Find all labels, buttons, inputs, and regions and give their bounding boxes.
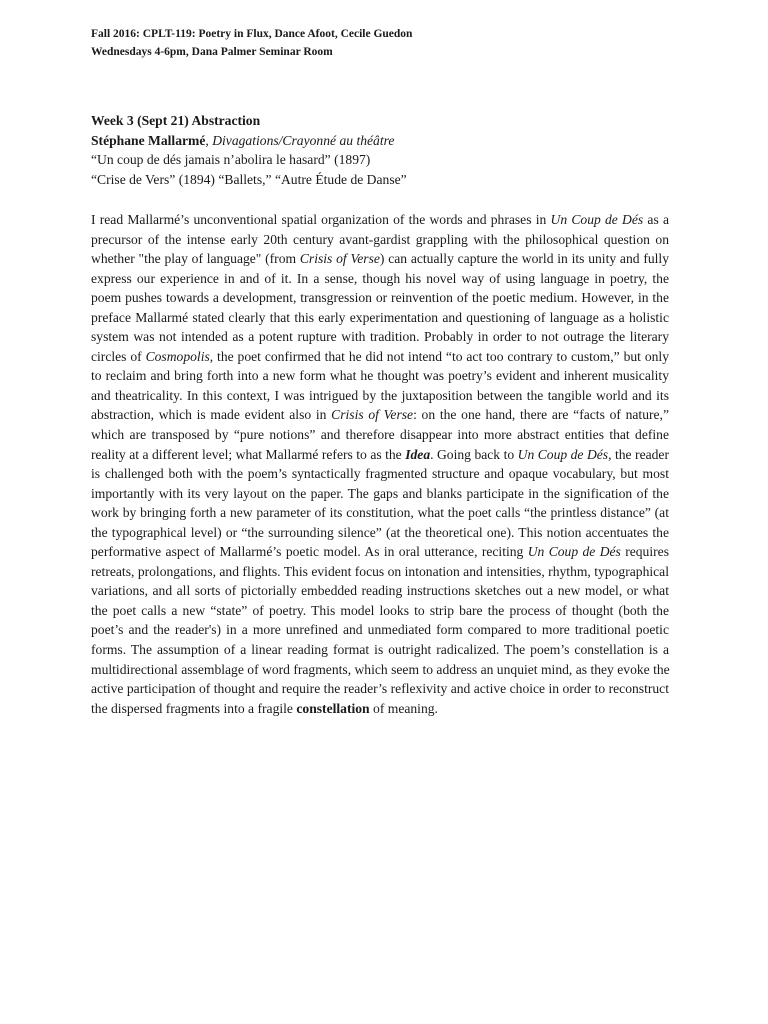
text-run: retreats, prolongations, and flights. This evident focus on intonation and intensities, rhythm, typographical (91, 563, 669, 579)
italic-run: Crisis of Verse (331, 407, 414, 423)
paragraph-line (91, 620, 669, 640)
text-run: precursor of the intense early 20th century avant-gardist grappling with the philosophical question on (91, 231, 669, 247)
paragraph-line (91, 660, 669, 680)
text-run: as a (643, 212, 669, 227)
paragraph-line (91, 347, 669, 367)
paragraph-line (91, 601, 669, 621)
paragraph-line (91, 464, 669, 484)
paragraph-line (91, 249, 669, 269)
text-run: system was not intended as a potent rupture with tradition. Probably in order to not outrage the literary (91, 329, 669, 345)
text-run: to reclaim and bring forth into a new form what he thought was poetry’s evident and inherent musicality (91, 368, 669, 384)
paragraph-line (91, 542, 669, 562)
text-run: the dispersed fragments into a fragile (91, 700, 297, 716)
text-run: reality at a different level; what Mallarmé refers to as the (91, 446, 406, 462)
text-run: I read Mallarmé’s unconventional spatial organization of the words and phrases in (91, 212, 551, 227)
week-block (91, 111, 407, 189)
paragraph-line (91, 699, 669, 719)
italic-run: Cosmopolis (145, 348, 210, 364)
paragraph-line (91, 562, 669, 582)
text-run: the typographical level) or “the surrounding silence” (at the theoretical one). This notion accentuates the (91, 524, 669, 540)
paragraph-line (91, 503, 669, 523)
course-title-line: Fall 2016: CPLT-119: Poetry in Flux, Dance Afoot, Cecile Guedon (91, 28, 413, 40)
paragraph-line (91, 640, 669, 660)
text-run: of meaning. (369, 700, 438, 716)
text-run: , the poet confirmed that he did not intend “to act too contrary to custom,” but only (209, 348, 669, 364)
paragraph-line (91, 230, 669, 250)
text-run: whether "the play of language" (from (91, 251, 300, 267)
text-run: is challenged both with the poem’s syntactically fragmented structure and opaque vocabulary, but most (91, 466, 669, 482)
text-run: and theatricality. In this context, I was intrigued by the juxtaposition between the tangible world and its (91, 387, 669, 403)
course-schedule-line: Wednesdays 4-6pm, Dana Palmer Seminar Room (91, 46, 333, 58)
italic-run: Un Coup de Dés (527, 544, 621, 560)
italic-run: Crisis of Verse (299, 251, 380, 267)
week-title: Week 3 (Sept 21) Abstraction (91, 113, 261, 128)
text-run: importantly with its very layout on the paper. The gaps and blanks participate in the signification of the (91, 485, 669, 501)
text-run: , the reader (608, 446, 669, 462)
text-run: poet’s and the reader's) in a more unrefined and unmediated form compared to more traditional poetic (91, 622, 669, 638)
text-run: the poet calls a new “state” of poetry. This model looks to strip bare the process of thought (both the (91, 602, 669, 618)
essay-paragraph (91, 210, 669, 718)
text-run: ) can actually capture the world in its unity and fully (379, 251, 669, 267)
paragraph-line (91, 210, 669, 230)
paragraph-line (91, 523, 669, 543)
paragraph-line (91, 386, 669, 406)
author-name: Stéphane Mallarmé (91, 132, 206, 148)
text-run: variations, and all sorts of pictorially embedded reading instructions sketches out a new model, or what (91, 583, 669, 599)
reading-1: “Un coup de dés jamais n’abolira le hasard” (1897) (91, 152, 371, 168)
text-run: preface Mallarmé stated clearly that this early experimentation and questioning of language as a holistic (91, 309, 669, 325)
course-header (91, 25, 412, 61)
text-run: multidirectional assemblage of word fragments, which seem to address an unquiet mind, as they evoke the (91, 661, 670, 677)
text-run: poem pushes towards a development, transgression or reinvention of the poetic medium. However, in the (91, 290, 669, 306)
text-run: work by bringing forth a new parameter of its constitution, what the poet calls “the printless distance” (at (91, 505, 669, 521)
paragraph-line (91, 484, 669, 504)
text-run: : on the one hand, there are “facts of nature,” (413, 407, 669, 423)
text-run: circles of (91, 348, 146, 364)
text-run: requires (620, 544, 669, 560)
paragraph-line (91, 327, 669, 347)
work-title: Divagations/Crayonné au théâtre (212, 132, 395, 148)
paragraph-line (91, 581, 669, 601)
text-run: abstraction, which is made evident also in (91, 407, 332, 423)
author-separator: , (205, 132, 213, 148)
paragraph-line (91, 445, 669, 465)
paragraph-line (91, 308, 669, 328)
paragraph-line (91, 288, 669, 308)
italic-run: Un Coup de Dés (550, 212, 644, 227)
paragraph-line (91, 269, 669, 289)
bold-run: constellation (296, 700, 370, 716)
text-run: which are transposed by “pure notions” and therefore disappear into more abstract entities that define (91, 427, 669, 443)
text-run: express our experience in and of it. In a sense, though his novel way of using language in poetry, the (91, 270, 669, 286)
text-run: performative aspect of Mallarmé’s poetic model. As in oral utterance, reciting (91, 544, 528, 560)
paragraph-line (91, 405, 669, 425)
text-run: active participation of thought and require the reader’s reflexivity and active choice in order to reconstruct (91, 681, 669, 697)
reading-2: “Crise de Vers” (1894) “Ballets,” “Autre Étude de Danse” (91, 171, 407, 187)
italic-run: Un Coup de Dés (517, 446, 609, 462)
author-line (91, 131, 407, 151)
paragraph-line (91, 679, 669, 699)
text-run: forms. The assumption of a linear reading format is outright radicalized. The poem’s constellation is a (91, 642, 669, 658)
text-run: . Going back to (430, 446, 518, 462)
bold-run: Idea (405, 446, 431, 462)
paragraph-line (91, 425, 669, 445)
paragraph-line (91, 366, 669, 386)
